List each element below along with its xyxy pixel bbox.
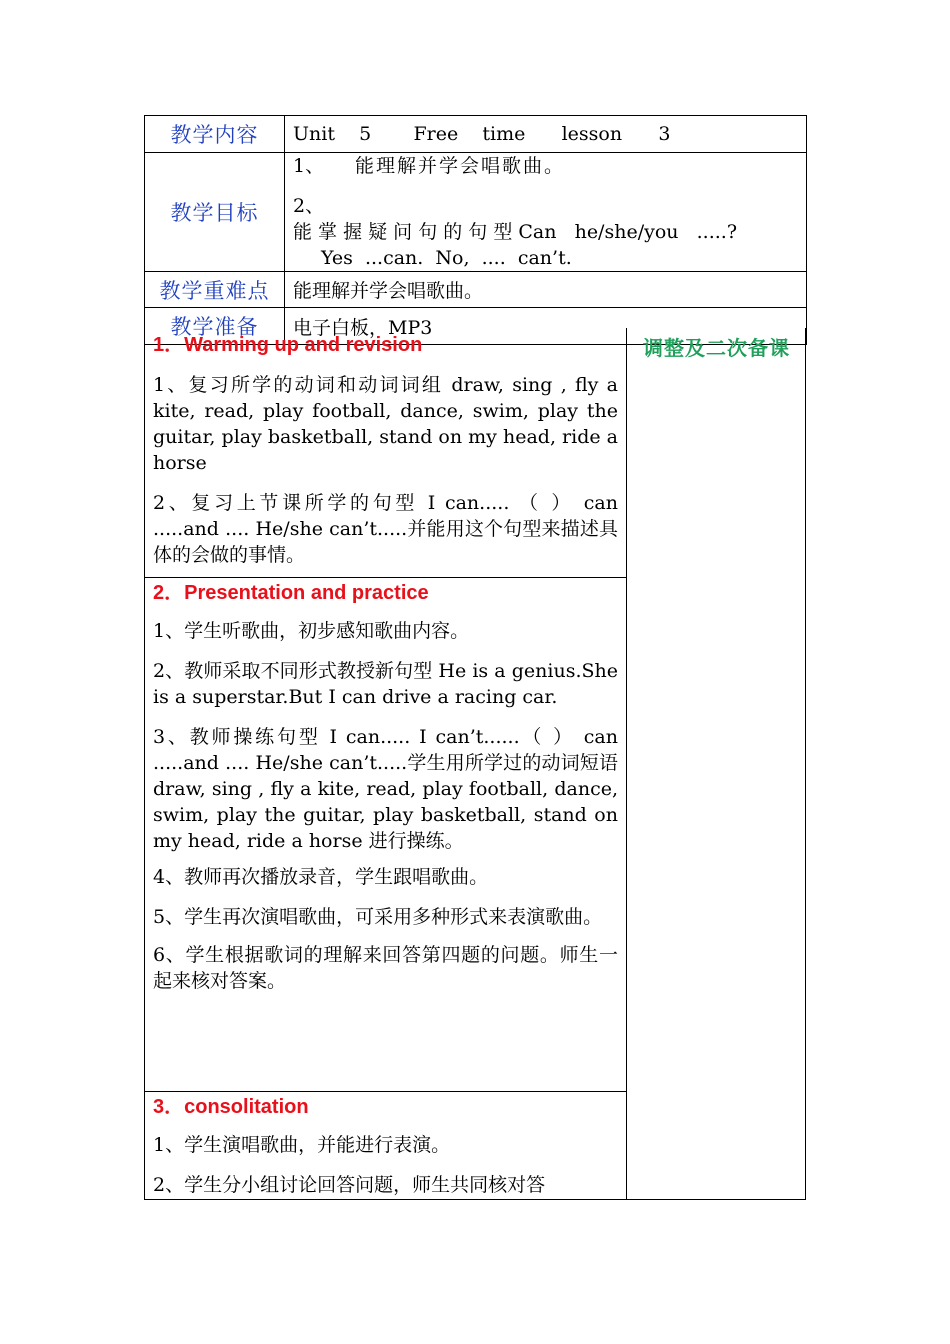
difficulty-row [145,272,807,308]
section-paragraph: 1、学生听歌曲，初步感知歌曲内容。 [153,620,470,642]
section-paragraph: 5、学生再次演唱歌曲，可采用多种形式来表演歌曲。 [153,906,603,928]
preparation-label: 教学准备 [145,308,285,345]
goals-value [285,153,807,272]
section-consolidation [145,1092,626,1199]
content-value: Unit 5 Free time lesson 3 [285,116,807,153]
section-title: 3．consolitation [153,1096,309,1118]
content-row [145,116,807,153]
section-title: 2．Presentation and practice [153,582,429,604]
section-paragraph: 2、学生分小组讨论回答问题，师生共同核对答 [153,1174,546,1196]
section-warming-up [145,328,626,578]
goal-item: 1、 能理解并学会唱歌曲。 [293,155,566,177]
goals-row [145,153,807,272]
section-paragraph: 4、教师再次播放录音，学生跟唱歌曲。 [153,866,489,888]
section-paragraph: 2、教师采取不同形式教授新句型 He is a genius.She is a superstar.But I can drive a racing car. [153,660,618,708]
section-paragraph: 1、复习所学的动词和动词词组 draw, sing , fly a kite, read, play football, dance, swim, play the guitar, play basketball, stand on my head, ride a horse [153,374,618,474]
lesson-header-table [144,115,807,345]
procedure-column [145,328,627,1199]
section-paragraph: 6、学生根据歌词的理解来回答第四题的问题。师生一起来核对答案。 [153,944,618,992]
difficulty-value: 能理解并学会唱歌曲。 [285,272,807,308]
goal-item: Yes ...can. No, .... can’t. [321,247,572,269]
preparation-value: 电子白板，MP3 [285,308,807,345]
adjustment-column [627,328,806,1199]
goal-item: 2、能 掌 握 疑 问 句 的 句 型 Can he/she/you .....? [293,195,738,243]
goals-label: 教学目标 [145,153,285,272]
lesson-body [144,328,806,1200]
section-paragraph: 2、复习上节课所学的句型 I can..... （ ） can .....and .... He/she can’t.....并能用这个句型来描述具体的会做的事情。 [153,492,618,566]
difficulty-label: 教学重难点 [145,272,285,308]
content-label: 教学内容 [145,116,285,153]
section-title: 1．Warming up and revision [153,334,423,356]
adjustment-title: 调整及二次备课 [643,336,790,360]
section-presentation [145,578,626,1092]
section-paragraph: 1、学生演唱歌曲，并能进行表演。 [153,1134,451,1156]
section-paragraph: 3、教师操练句型 I can..... I can’t......（ ） can .....and .... He/she can’t.....学生用所学过的动词短语 draw, sing , fly a kite, read, play football, dance, swim, play the guitar, play basketball, stand on my head, ride a horse 进行操练。 [153,726,618,852]
